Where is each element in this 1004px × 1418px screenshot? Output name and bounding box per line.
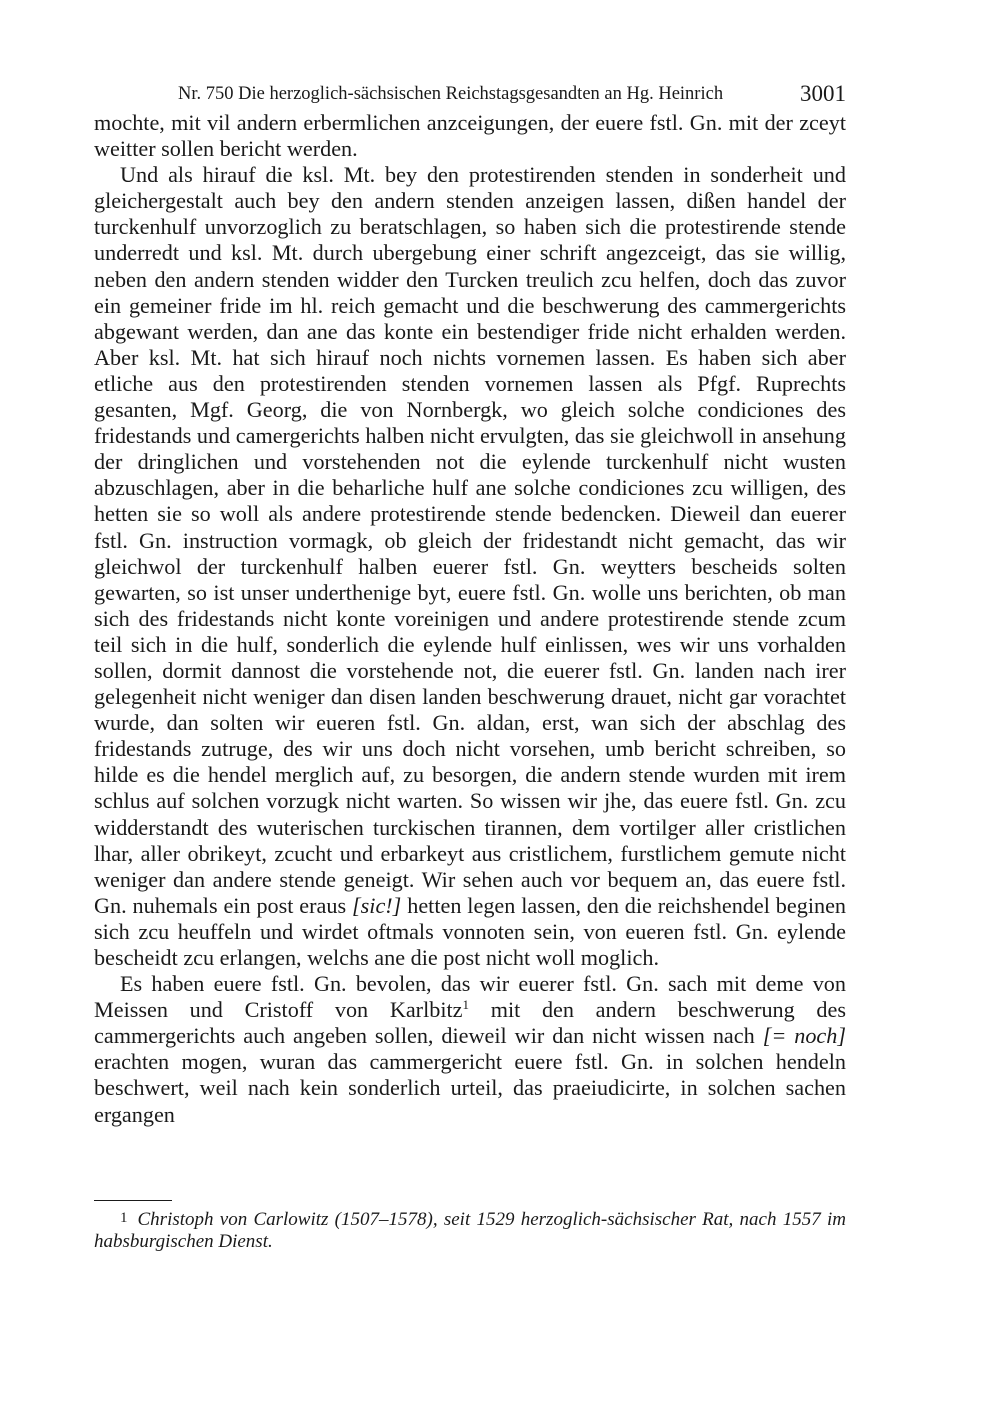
running-head [94,78,846,110]
footnote-text: Christoph von Carlowitz (1507–1578), seit 1529 herzoglich-sächsischer Rat, nach 1557 im habsburgischen Dienst. [94,1209,846,1252]
paragraph-3 [94,971,846,1128]
body-text [94,110,846,1128]
editorial-note-sic: [sic!] [352,892,402,918]
paragraph-2-text-b: hetten legen lassen, den die reichshendel beginen sich zcu heuffeln und wirdet oftmals vonnoten sein, von eueren fstl. Gn. eylende bescheidt zcu erlangen, welchs ane die post nicht woll moglich. [94,892,847,970]
paragraph-1-text: mochte, mit vil andern erbermlichen anzceigungen, der euere fstl. Gn. mit der zceyt weitter sollen bericht werden. [94,110,846,162]
paragraph-3-text-c: erachten mogen, wuran das cammergericht euere fstl. Gn. in solchen hendeln beschwert, weil nach kein sonderlich urteil, das praeiudicirte, in solchen sachen ergangen [94,1049,846,1127]
page-number: 3001 [800,81,846,106]
footnote-rule [94,1200,172,1201]
paragraph-2-text-a: Und als hirauf die ksl. Mt. bey den protestirenden stenden in sonderheit und gleichergestalt auch bey den andern stenden anzeigen lassen, dißen handel der turckenhulf unvorzoglich zu beratschlagen, so haben sich die protestirende stende underredt und ksl. Mt. durch ubergebung einer schrift angezceigt, das sie willig, neben den andern stenden widder den Turcken treulich zcu helfen, doch das zuvor ein gemeiner fride im hl. reich gemacht und die beschwerung des cammergerichts abgewant werden, dan ane das konte ein bestendiger fride nicht erhalden werden. Aber ksl. Mt. hat sich hirauf noch nichts vornemen lassen. Es haben sich aber etliche aus den protestirenden stenden vornemen lassen als Pfgf. Ruprechts gesanten, Mgf. Georg, die von Nornbergk, wo gleich solche condiciones des fridestands und camergerichts halben nicht ervulgten, das sie gleichwoll in ansehung der dringlichen und vorstehenden not die eylende turckenhulf nicht wusten abzuschlagen, aber in die beharliche hulf ane solche condiciones zcu willigen, des hetten sie so woll als andere protestirende stende bedencken. Dieweil dan euerer fstl. Gn. instruction vormagk, ob gleich der fridestandt nicht gemacht, das wir gleichwol der turckenhulf halben euerer fstl. Gn. weytters bescheids solten gewarten, so ist unser underthenige byt, euere fstl. Gn. wolle uns berichten, ob man sich des fridestands nicht konte voreinigen und andere protestirende stende zcum teil sich in die hulf, sonderlich die eylende hulf einlissen, wes wir uns vorhalden sollen, dormit dannost die vorstehende not, die euerer fstl. Gn. landen nach irer gelegenheit nicht weniger dan disen landen beschwerung drauet, nicht gar vorachtet wurde, dan solten wir eueren fstl. Gn. aldan, erst, wan sich der abschlag des fridestands zutruge, des wir uns doch nicht vorsehen, umb bericht schreiben, so hilde es die hendel merglich auf, zu besorgen, die andern stende wurden mit irem schlus auf solchen vorzugk nicht warten. So wissen wir jhe, das euere fstl. Gn. zcu widderstandt des wuterischen turckischen tirannen, dem vortilger aller cristlichen lhar, aller obrikeyt, zcucht und erbarkeyt aus cristlichem, furstlichem gemute nicht weniger dan andere stende geneigt. Wir sehen auch vor bequem an, das euere fstl. Gn. nuhemals ein post eraus [94,162,846,918]
footnote-number: 1 [120,1210,128,1226]
footnotes [94,1200,846,1253]
page [94,78,846,1128]
editorial-note-noch: [= noch] [762,1023,847,1049]
paragraph-3-text-b: mit den andern beschwerung des cammergerichts auch angeben sollen, dieweil wir dan nicht wissen nach [94,997,846,1049]
paragraph-1 [94,110,846,162]
running-head-title: Nr. 750 Die herzoglich-sächsischen Reichstagsgesandten an Hg. Heinrich [178,84,724,104]
footnote-1 [94,1207,846,1253]
footnote-reference[interactable]: 1 [462,997,470,1013]
paragraph-2 [94,162,846,971]
paragraph-3-text-a: Es haben euere fstl. Gn. bevolen, das wir euerer fstl. Gn. sach mit deme von Meissen und Cristoff von Karlbitz [94,971,846,1023]
